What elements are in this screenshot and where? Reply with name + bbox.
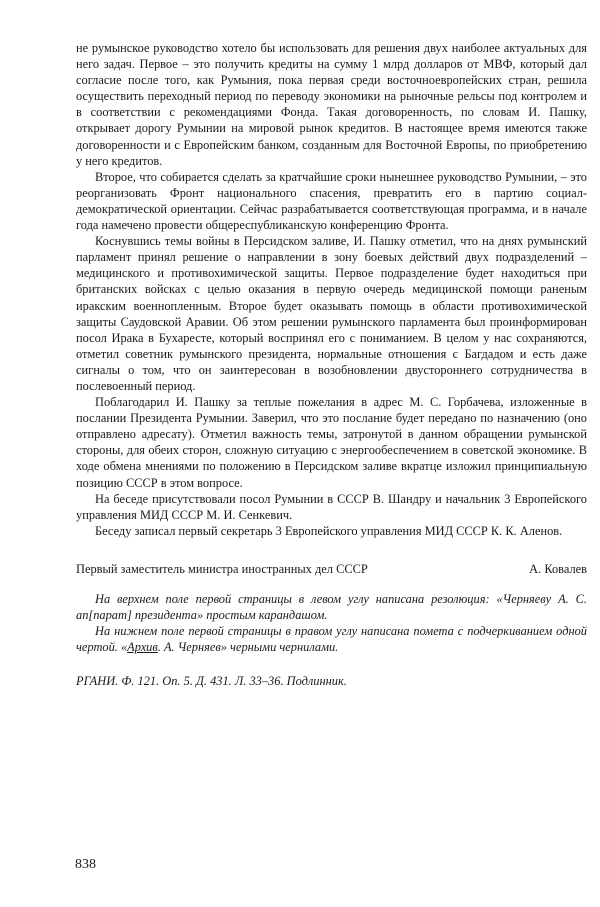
note-mark-underlined: Архив bbox=[127, 640, 158, 655]
note-mark-before: На нижнем поле первой страницы в правом углу написана помета с подчеркиванием одной чертой. « bbox=[76, 624, 587, 655]
signature-block bbox=[76, 561, 587, 577]
note-mark bbox=[76, 623, 587, 655]
signature-title: Первый заместитель министра иностранных дел СССР bbox=[76, 561, 368, 576]
page-number: 838 bbox=[75, 857, 96, 872]
paragraph-attendees: На беседе присутствовали посол Румынии в СССР В. Шандру и начальник 3 Европейского управления МИД СССР М. И. Сенкевич. bbox=[76, 491, 587, 522]
document-page bbox=[76, 40, 587, 689]
paragraph-persian-gulf: Коснувшись темы войны в Персидском заливе, И. Пашку отметил, что на днях румынский парламент принял решение о направлении в зону боевых действий двух подразделений – медицинского и противохимической защиты. Первое подразделение будет находиться при британских войсках с целью оказания в первую очередь медицинской помощи раненым иракским военнопленным. Второе будет оказывать помощь в области противохимической защиты Саудовской Аравии. Об этом решении румынского парламента был проинформирован посол Ирака в Бухаресте, который воспринял его с пониманием. В целом у нас сохраняются, отметил советник румынского президента, нормальные отношения с Багдадом и есть даже сигналы о том, что он заинтересован в возобновлении двустороннего сотрудничества в послевоенный период. bbox=[76, 234, 587, 393]
note-mark-after: . А. Черняев» черными чернилами. bbox=[157, 640, 339, 655]
signature-name: А. Ковалев bbox=[529, 561, 587, 576]
document-body bbox=[76, 40, 587, 539]
paragraph-imf-credits: не румынское руководство хотело бы использовать для решения двух наиболее актуальных для него задач. Первое – это получить кредиты на сумму 1 млрд долларов от МВФ, который дал согласие после того, как Румыния, пока первая среди восточноевропейских стран, решила осуществить переходный период по переводу экономики на рыночные рельсы под контролем и в соответствии с рекомендациями Фонда. Такая договоренность, по словам И. Пашку, открывает дорогу Румынии на мировой рынок кредитов. В настоящее время имеются также договоренности и с Европейским банком, созданным для Восточной Европы, по приобретению у него кредитов. bbox=[76, 41, 587, 168]
archival-notes bbox=[76, 591, 587, 655]
archive-source: РГАНИ. Ф. 121. Оп. 5. Д. 431. Л. 33–36. Подлинник. bbox=[76, 674, 347, 689]
paragraph-front-reorganization: Второе, что собирается сделать за кратчайшие сроки нынешнее руководство Румынии, – это реорганизовать Фронт национального спасения, превратить его в партию социал-демократической ориентации. Сейчас разрабатывается соответствующая программа, и в начале года намечено провести общереспубликанскую конференцию Фронта. bbox=[76, 169, 587, 233]
note-resolution: На верхнем поле первой страницы в левом углу написана резолюция: «Черняеву А. С. ап[парат] президента» простым карандашом. bbox=[76, 591, 587, 622]
paragraph-gorbachev-message: Поблагодарил И. Пашку за теплые пожелания в адрес М. С. Горбачева, изложенные в послании Президента Румынии. Заверил, что это послание будет передано по назначению (оно отправлено адресату). Отметил важность темы, затронутой в данном обращении румынской стороны, для обеих сторон, сложную ситуацию с энергообеспечением в советской экономике. В ходе обмена мнениями по положению в Персидском заливе вкратце изложил принципиальную позицию СССР в этом вопросе. bbox=[76, 395, 587, 490]
paragraph-recorded-by: Беседу записал первый секретарь 3 Европейского управления МИД СССР К. К. Аленов. bbox=[95, 523, 563, 538]
